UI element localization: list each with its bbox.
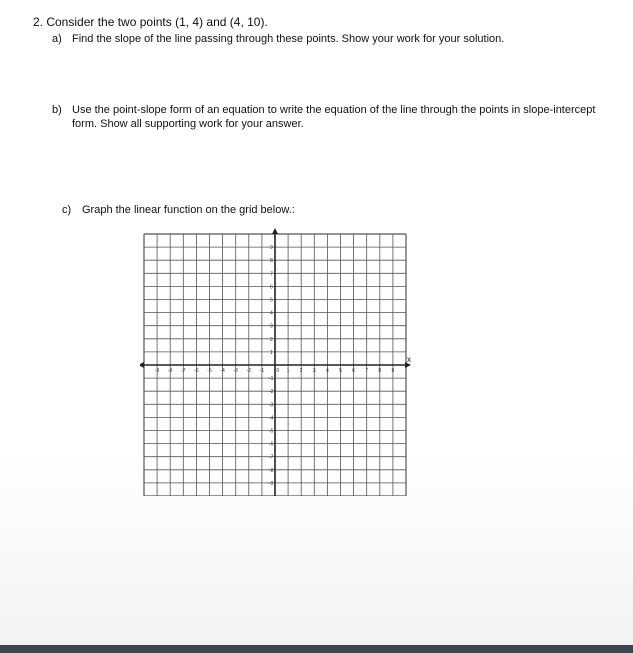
part-c bbox=[62, 203, 295, 217]
bottom-bar bbox=[0, 645, 633, 653]
y-tick-label: -2 bbox=[269, 389, 274, 396]
x-tick-label: 5 bbox=[339, 368, 342, 374]
part-c-text: Graph the linear function on the grid below.: bbox=[82, 204, 295, 216]
x-tick-label: -9 bbox=[154, 368, 160, 374]
y-tick-label: 9 bbox=[270, 245, 273, 252]
y-tick-label: 4 bbox=[270, 310, 273, 317]
y-tick-label: -4 bbox=[269, 415, 274, 422]
part-a-text: Find the slope of the line passing through these points. Show your work for your solution. bbox=[72, 33, 505, 45]
y-tick-label: -5 bbox=[269, 428, 274, 435]
y-tick-label: 2 bbox=[270, 336, 273, 343]
y-tick-label: -6 bbox=[269, 441, 274, 448]
x-tick-label: -5 bbox=[207, 368, 212, 374]
part-a bbox=[52, 32, 504, 46]
x-tick-label: 2 bbox=[299, 368, 303, 374]
y-tick-label: 5 bbox=[270, 297, 273, 304]
y-tick-label: -8 bbox=[269, 467, 274, 474]
part-b-text-line1: Use the point-slope form of an equation to write the equation of the line through the points in slope-intercept bbox=[72, 104, 596, 116]
y-tick-label: -9 bbox=[269, 480, 274, 487]
x-axis-label: x bbox=[407, 355, 411, 364]
y-tick-label: 7 bbox=[270, 271, 273, 278]
x-tick-label: -8 bbox=[167, 368, 173, 374]
x-tick-label: 6 bbox=[352, 368, 355, 374]
x-tick-label: 1 bbox=[286, 368, 290, 374]
x-axis-arrow-left bbox=[140, 362, 144, 368]
y-axis-arrow-up bbox=[272, 228, 278, 234]
x-tick-label: -3 bbox=[233, 368, 238, 374]
y-tick-label: -3 bbox=[269, 402, 274, 409]
part-c-label: c) bbox=[62, 204, 72, 216]
x-tick-label: -7 bbox=[181, 368, 186, 374]
part-b-text-line2: form. Show all supporting work for your answer. bbox=[72, 118, 304, 130]
y-tick-label: -7 bbox=[269, 454, 274, 461]
y-tick-label: 8 bbox=[270, 258, 273, 265]
x-tick-label: 4 bbox=[326, 368, 329, 374]
x-tick-label: 7 bbox=[365, 368, 369, 374]
x-tick-label: 3 bbox=[312, 368, 316, 374]
x-tick-label: -4 bbox=[220, 368, 225, 374]
part-a-label: a) bbox=[52, 33, 62, 45]
part-b-label: b) bbox=[52, 104, 62, 116]
x-tick-label: -2 bbox=[246, 368, 252, 374]
y-tick-label: 6 bbox=[270, 284, 273, 291]
x-tick-label: -6 bbox=[194, 368, 199, 374]
y-tick-label: 3 bbox=[270, 323, 273, 330]
question-title: 2. Consider the two points (1, 4) and (4, 10). bbox=[33, 15, 268, 29]
x-tick-label: 8 bbox=[378, 368, 382, 374]
y-tick-label: -1 bbox=[269, 376, 274, 383]
coordinate-grid bbox=[140, 228, 415, 496]
y-tick-label: 1 bbox=[270, 349, 273, 356]
x-tick-label: 9 bbox=[391, 368, 395, 374]
part-b bbox=[52, 103, 607, 131]
x-tick-label: -1 bbox=[259, 368, 265, 374]
origin-label: 0 bbox=[276, 368, 280, 374]
